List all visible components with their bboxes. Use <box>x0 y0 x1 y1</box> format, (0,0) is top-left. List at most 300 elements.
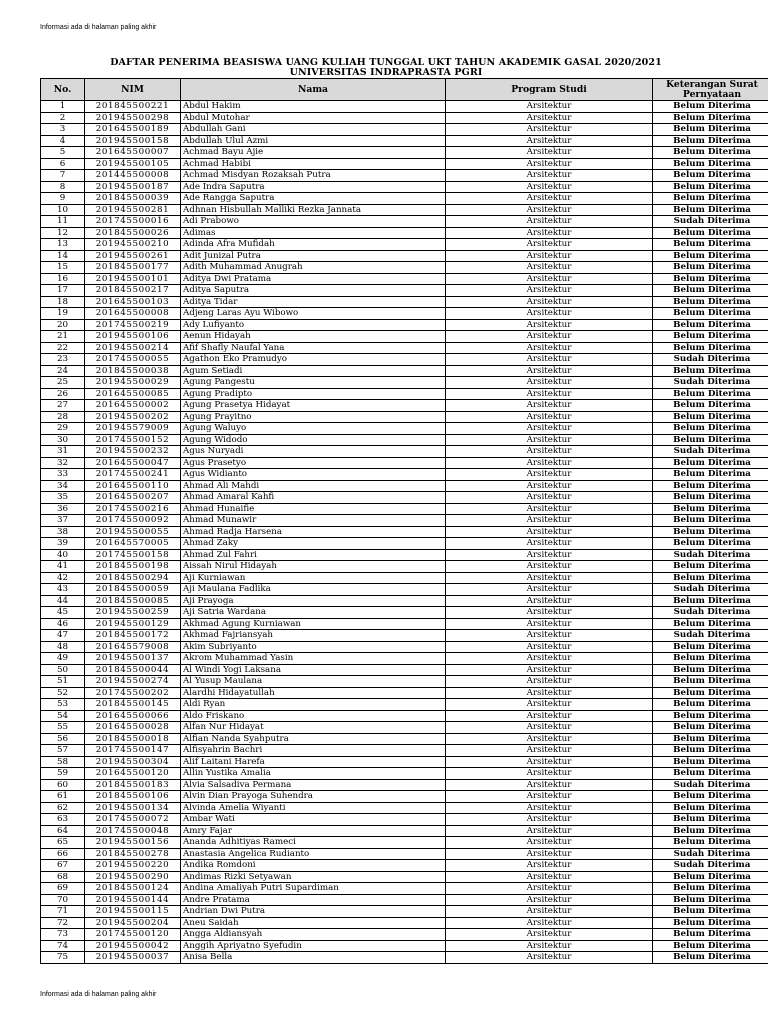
cell-nim: 201445500008 <box>85 170 181 182</box>
cell-no: 53 <box>41 699 85 711</box>
cell-no: 41 <box>41 561 85 573</box>
cell-nama: Adit Junizal Putra <box>181 250 446 262</box>
cell-program: Arsitektur <box>446 204 653 216</box>
cell-nama: Alardhi Hidayatullah <box>181 687 446 699</box>
cell-status: Belum Diterima <box>653 181 768 193</box>
cell-nim: 201945500274 <box>85 676 181 688</box>
header-note: Informasi ada di halaman paling akhir <box>40 24 157 31</box>
cell-nim: 201945500290 <box>85 871 181 883</box>
cell-no: 31 <box>41 446 85 458</box>
table-row <box>41 239 768 251</box>
cell-nim: 201945500055 <box>85 526 181 538</box>
table-row <box>41 756 768 768</box>
cell-no: 6 <box>41 158 85 170</box>
cell-no: 69 <box>41 883 85 895</box>
table-row <box>41 929 768 941</box>
table-row <box>41 492 768 504</box>
cell-nim: 201945500210 <box>85 239 181 251</box>
cell-program: Arsitektur <box>446 641 653 653</box>
cell-program: Arsitektur <box>446 906 653 918</box>
cell-nim: 201645500207 <box>85 492 181 504</box>
cell-status: Belum Diterima <box>653 871 768 883</box>
cell-status: Belum Diterima <box>653 825 768 837</box>
table-row <box>41 733 768 745</box>
cell-nama: Aldo Friskano <box>181 710 446 722</box>
cell-nim: 201945500134 <box>85 802 181 814</box>
cell-program: Arsitektur <box>446 687 653 699</box>
cell-program: Arsitektur <box>446 342 653 354</box>
cell-status: Belum Diterima <box>653 400 768 412</box>
cell-program: Arsitektur <box>446 469 653 481</box>
cell-status: Belum Diterima <box>653 331 768 343</box>
cell-nama: Ahmad Radja Harsena <box>181 526 446 538</box>
cell-nim: 201845500124 <box>85 883 181 895</box>
cell-nama: Abdullah Gani <box>181 124 446 136</box>
table-row <box>41 917 768 929</box>
cell-nama: Adhnan Hisbullah Malliki Rezka Jannata <box>181 204 446 216</box>
cell-nim: 201645500189 <box>85 124 181 136</box>
cell-program: Arsitektur <box>446 653 653 665</box>
cell-no: 1 <box>41 101 85 113</box>
table-row <box>41 584 768 596</box>
cell-no: 5 <box>41 147 85 159</box>
cell-no: 7 <box>41 170 85 182</box>
table-row <box>41 423 768 435</box>
cell-nama: Amry Fajar <box>181 825 446 837</box>
cell-program: Arsitektur <box>446 112 653 124</box>
cell-status: Belum Diterima <box>653 722 768 734</box>
cell-no: 33 <box>41 469 85 481</box>
cell-program: Arsitektur <box>446 871 653 883</box>
cell-nama: Al Windi Yogi Laksana <box>181 664 446 676</box>
cell-status: Belum Diterima <box>653 285 768 297</box>
cell-no: 25 <box>41 377 85 389</box>
cell-status: Belum Diterima <box>653 687 768 699</box>
cell-no: 73 <box>41 929 85 941</box>
cell-nama: Adi Prabowo <box>181 216 446 228</box>
cell-no: 50 <box>41 664 85 676</box>
cell-status: Sudah Diterima <box>653 848 768 860</box>
cell-no: 23 <box>41 354 85 366</box>
cell-status: Belum Diterima <box>653 940 768 952</box>
cell-nama: Aditya Tidar <box>181 296 446 308</box>
cell-program: Arsitektur <box>446 273 653 285</box>
cell-program: Arsitektur <box>446 860 653 872</box>
cell-nama: Akhmad Agung Kurniawan <box>181 618 446 630</box>
cell-nim: 201845500145 <box>85 699 181 711</box>
cell-program: Arsitektur <box>446 308 653 320</box>
cell-nim: 201945500156 <box>85 837 181 849</box>
cell-nama: Akim Subriyanto <box>181 641 446 653</box>
cell-no: 21 <box>41 331 85 343</box>
cell-status: Belum Diterima <box>653 791 768 803</box>
cell-status: Belum Diterima <box>653 112 768 124</box>
cell-status: Belum Diterima <box>653 250 768 262</box>
cell-status: Belum Diterima <box>653 699 768 711</box>
cell-nim: 201945500115 <box>85 906 181 918</box>
cell-program: Arsitektur <box>446 791 653 803</box>
cell-no: 74 <box>41 940 85 952</box>
cell-no: 66 <box>41 848 85 860</box>
cell-nim: 201945500129 <box>85 618 181 630</box>
cell-nama: Agung Pangestu <box>181 377 446 389</box>
cell-status: Belum Diterima <box>653 319 768 331</box>
cell-no: 28 <box>41 411 85 423</box>
cell-nim: 201745500016 <box>85 216 181 228</box>
cell-nim: 201945500042 <box>85 940 181 952</box>
cell-status: Belum Diterima <box>653 538 768 550</box>
cell-nim: 201845500217 <box>85 285 181 297</box>
cell-nama: Agus Nuryadi <box>181 446 446 458</box>
table-row <box>41 147 768 159</box>
table-row <box>41 791 768 803</box>
cell-no: 42 <box>41 572 85 584</box>
table-row <box>41 607 768 619</box>
cell-nim: 201745500048 <box>85 825 181 837</box>
cell-nim: 201645500007 <box>85 147 181 159</box>
cell-nim: 201845500106 <box>85 791 181 803</box>
cell-nim: 201745500072 <box>85 814 181 826</box>
cell-nama: Akhmad Fajriansyah <box>181 630 446 642</box>
cell-program: Arsitektur <box>446 722 653 734</box>
cell-program: Arsitektur <box>446 607 653 619</box>
cell-nama: Aji Prayoga <box>181 595 446 607</box>
table-row <box>41 124 768 136</box>
table-row <box>41 193 768 205</box>
cell-nim: 201945500202 <box>85 411 181 423</box>
cell-status: Belum Diterima <box>653 641 768 653</box>
cell-nama: Adjeng Laras Ayu Wibowo <box>181 308 446 320</box>
cell-nim: 201745500055 <box>85 354 181 366</box>
cell-nama: Ahmad Amaral Kahfi <box>181 492 446 504</box>
cell-program: Arsitektur <box>446 158 653 170</box>
cell-nama: Andina Amaliyah Putri Supardiman <box>181 883 446 895</box>
cell-no: 60 <box>41 779 85 791</box>
cell-no: 9 <box>41 193 85 205</box>
cell-nama: Akrom Muhammad Yasin <box>181 653 446 665</box>
cell-nama: Angga Aldiansyah <box>181 929 446 941</box>
cell-no: 37 <box>41 515 85 527</box>
cell-nama: Anggih Apriyatno Syefudin <box>181 940 446 952</box>
cell-nim: 201845500018 <box>85 733 181 745</box>
table-row <box>41 561 768 573</box>
cell-status: Sudah Diterima <box>653 860 768 872</box>
cell-status: Belum Diterima <box>653 457 768 469</box>
cell-no: 12 <box>41 227 85 239</box>
cell-nama: Agung Widodo <box>181 434 446 446</box>
cell-nama: Andimas Rizki Setyawan <box>181 871 446 883</box>
cell-no: 35 <box>41 492 85 504</box>
cell-no: 71 <box>41 906 85 918</box>
table-row <box>41 411 768 423</box>
cell-nim: 201945500214 <box>85 342 181 354</box>
cell-no: 34 <box>41 480 85 492</box>
cell-program: Arsitektur <box>446 561 653 573</box>
cell-program: Arsitektur <box>446 124 653 136</box>
cell-nim: 201645500085 <box>85 388 181 400</box>
table-row <box>41 814 768 826</box>
cell-status: Sudah Diterima <box>653 584 768 596</box>
cell-program: Arsitektur <box>446 480 653 492</box>
cell-nim: 201845500038 <box>85 365 181 377</box>
cell-status: Belum Diterima <box>653 423 768 435</box>
cell-no: 45 <box>41 607 85 619</box>
cell-nim: 201645500028 <box>85 722 181 734</box>
cell-program: Arsitektur <box>446 526 653 538</box>
cell-nama: Ade Rangga Saputra <box>181 193 446 205</box>
cell-nim: 201945500106 <box>85 331 181 343</box>
table-row <box>41 595 768 607</box>
table-row <box>41 676 768 688</box>
cell-nama: Andre Pratama <box>181 894 446 906</box>
cell-status: Belum Diterima <box>653 193 768 205</box>
cell-nim: 201945579009 <box>85 423 181 435</box>
cell-nama: Anisa Bella <box>181 952 446 964</box>
cell-no: 20 <box>41 319 85 331</box>
cell-status: Belum Diterima <box>653 814 768 826</box>
table-row <box>41 296 768 308</box>
document-title: DAFTAR PENERIMA BEASISWA UANG KULIAH TUNGGAL UKT TAHUN AKADEMIK GASAL 2020/2021 <box>110 57 662 68</box>
cell-program: Arsitektur <box>446 285 653 297</box>
cell-nama: Aji Satria Wardana <box>181 607 446 619</box>
cell-nim: 201645500002 <box>85 400 181 412</box>
cell-nim: 201745500202 <box>85 687 181 699</box>
cell-no: 70 <box>41 894 85 906</box>
cell-nama: Allin Yustika Amalia <box>181 768 446 780</box>
table-row <box>41 664 768 676</box>
table-row <box>41 216 768 228</box>
cell-no: 22 <box>41 342 85 354</box>
cell-nama: Agathon Eko Pramudyo <box>181 354 446 366</box>
cell-nama: Alvin Dian Prayoga Suhendra <box>181 791 446 803</box>
cell-status: Belum Diterima <box>653 894 768 906</box>
table-row <box>41 365 768 377</box>
cell-program: Arsitektur <box>446 239 653 251</box>
cell-no: 58 <box>41 756 85 768</box>
cell-status: Belum Diterima <box>653 618 768 630</box>
table-row <box>41 883 768 895</box>
cell-nim: 201645500047 <box>85 457 181 469</box>
cell-program: Arsitektur <box>446 227 653 239</box>
cell-no: 49 <box>41 653 85 665</box>
cell-nama: Aditya Dwi Pratama <box>181 273 446 285</box>
table-row <box>41 377 768 389</box>
cell-program: Arsitektur <box>446 135 653 147</box>
cell-nama: Agung Prayitno <box>181 411 446 423</box>
cell-status: Belum Diterima <box>653 952 768 964</box>
table-row <box>41 446 768 458</box>
cell-no: 59 <box>41 768 85 780</box>
table-row <box>41 894 768 906</box>
cell-no: 44 <box>41 595 85 607</box>
table-row <box>41 699 768 711</box>
table-row <box>41 503 768 515</box>
table-row <box>41 515 768 527</box>
table-row <box>41 549 768 561</box>
cell-status: Belum Diterima <box>653 503 768 515</box>
cell-status: Belum Diterima <box>653 308 768 320</box>
cell-no: 54 <box>41 710 85 722</box>
table-row <box>41 722 768 734</box>
cell-program: Arsitektur <box>446 377 653 389</box>
cell-no: 16 <box>41 273 85 285</box>
cell-status: Belum Diterima <box>653 469 768 481</box>
cell-program: Arsitektur <box>446 446 653 458</box>
cell-program: Arsitektur <box>446 170 653 182</box>
cell-nim: 201845500294 <box>85 572 181 584</box>
cell-nama: Andika Romdoni <box>181 860 446 872</box>
table-row <box>41 308 768 320</box>
table-row <box>41 319 768 331</box>
cell-no: 52 <box>41 687 85 699</box>
table-row <box>41 480 768 492</box>
cell-nama: Ahmad Zul Fahri <box>181 549 446 561</box>
cell-nama: Agung Waluyo <box>181 423 446 435</box>
cell-status: Belum Diterima <box>653 653 768 665</box>
cell-program: Arsitektur <box>446 434 653 446</box>
cell-status: Belum Diterima <box>653 101 768 113</box>
cell-status: Belum Diterima <box>653 917 768 929</box>
table-row <box>41 687 768 699</box>
cell-program: Arsitektur <box>446 457 653 469</box>
cell-nim: 201845500278 <box>85 848 181 860</box>
column-header-nama: Nama <box>181 79 446 101</box>
cell-no: 75 <box>41 952 85 964</box>
table-row <box>41 204 768 216</box>
cell-nama: Abdullah Ulul Azmi <box>181 135 446 147</box>
cell-no: 32 <box>41 457 85 469</box>
cell-nim: 201645500008 <box>85 308 181 320</box>
cell-status: Belum Diterima <box>653 733 768 745</box>
cell-program: Arsitektur <box>446 250 653 262</box>
cell-status: Sudah Diterima <box>653 630 768 642</box>
cell-nama: Alfisyahrin Bachri <box>181 745 446 757</box>
cell-program: Arsitektur <box>446 354 653 366</box>
table-row <box>41 342 768 354</box>
cell-program: Arsitektur <box>446 825 653 837</box>
table-row <box>41 273 768 285</box>
cell-status: Belum Diterima <box>653 595 768 607</box>
cell-nama: Adimas <box>181 227 446 239</box>
table-row <box>41 526 768 538</box>
table-row <box>41 768 768 780</box>
table-row <box>41 825 768 837</box>
cell-no: 38 <box>41 526 85 538</box>
cell-nama: Alfian Nanda Syahputra <box>181 733 446 745</box>
cell-nim: 201945500037 <box>85 952 181 964</box>
cell-status: Belum Diterima <box>653 170 768 182</box>
cell-program: Arsitektur <box>446 193 653 205</box>
table-row <box>41 434 768 446</box>
cell-program: Arsitektur <box>446 733 653 745</box>
cell-nim: 201845500039 <box>85 193 181 205</box>
cell-nim: 201745500158 <box>85 549 181 561</box>
cell-status: Belum Diterima <box>653 227 768 239</box>
table-row <box>41 227 768 239</box>
table-row <box>41 779 768 791</box>
cell-no: 61 <box>41 791 85 803</box>
cell-nama: Agung Pradipto <box>181 388 446 400</box>
cell-program: Arsitektur <box>446 400 653 412</box>
cell-nim: 201945500158 <box>85 135 181 147</box>
cell-nim: 201745500241 <box>85 469 181 481</box>
cell-no: 11 <box>41 216 85 228</box>
cell-program: Arsitektur <box>446 147 653 159</box>
cell-nama: Alif Laitani Harefa <box>181 756 446 768</box>
cell-program: Arsitektur <box>446 940 653 952</box>
cell-status: Sudah Diterima <box>653 377 768 389</box>
cell-nim: 201845500177 <box>85 262 181 274</box>
cell-status: Belum Diterima <box>653 273 768 285</box>
cell-status: Sudah Diterima <box>653 607 768 619</box>
cell-status: Sudah Diterima <box>653 354 768 366</box>
cell-nama: Ananda Adhitiyas Rameci <box>181 837 446 849</box>
cell-status: Sudah Diterima <box>653 549 768 561</box>
cell-program: Arsitektur <box>446 618 653 630</box>
cell-nama: Aldi Ryan <box>181 699 446 711</box>
cell-no: 55 <box>41 722 85 734</box>
table-row <box>41 400 768 412</box>
cell-nim: 201945500144 <box>85 894 181 906</box>
cell-status: Belum Diterima <box>653 492 768 504</box>
table-row <box>41 469 768 481</box>
cell-nama: Agus Prasetyo <box>181 457 446 469</box>
cell-nim: 201945500298 <box>85 112 181 124</box>
cell-nama: Ade Indra Saputra <box>181 181 446 193</box>
cell-no: 47 <box>41 630 85 642</box>
column-header-no: No. <box>41 79 85 101</box>
cell-status: Belum Diterima <box>653 239 768 251</box>
cell-no: 29 <box>41 423 85 435</box>
cell-status: Belum Diterima <box>653 135 768 147</box>
cell-program: Arsitektur <box>446 584 653 596</box>
scholarship-table <box>40 78 768 964</box>
cell-nama: Aneu Saidah <box>181 917 446 929</box>
cell-program: Arsitektur <box>446 503 653 515</box>
cell-nim: 201845500026 <box>85 227 181 239</box>
cell-status: Belum Diterima <box>653 204 768 216</box>
cell-program: Arsitektur <box>446 802 653 814</box>
cell-status: Belum Diterima <box>653 342 768 354</box>
cell-no: 68 <box>41 871 85 883</box>
cell-nama: Al Yusup Maulana <box>181 676 446 688</box>
table-row <box>41 262 768 274</box>
cell-status: Belum Diterima <box>653 676 768 688</box>
cell-no: 46 <box>41 618 85 630</box>
table-row <box>41 906 768 918</box>
cell-nim: 201845500198 <box>85 561 181 573</box>
table-row <box>41 388 768 400</box>
cell-nim: 201945500232 <box>85 446 181 458</box>
table-row <box>41 538 768 550</box>
table-row <box>41 618 768 630</box>
table-row <box>41 331 768 343</box>
cell-program: Arsitektur <box>446 549 653 561</box>
cell-nim: 201945500029 <box>85 377 181 389</box>
cell-status: Belum Diterima <box>653 365 768 377</box>
cell-status: Belum Diterima <box>653 411 768 423</box>
cell-status: Belum Diterima <box>653 296 768 308</box>
cell-nim: 201645500103 <box>85 296 181 308</box>
cell-program: Arsitektur <box>446 388 653 400</box>
column-header-program: Program Studi <box>446 79 653 101</box>
cell-nim: 201645500110 <box>85 480 181 492</box>
cell-nim: 201845500059 <box>85 584 181 596</box>
cell-nim: 201745500120 <box>85 929 181 941</box>
cell-no: 26 <box>41 388 85 400</box>
cell-program: Arsitektur <box>446 745 653 757</box>
cell-nama: Abdul Hakim <box>181 101 446 113</box>
